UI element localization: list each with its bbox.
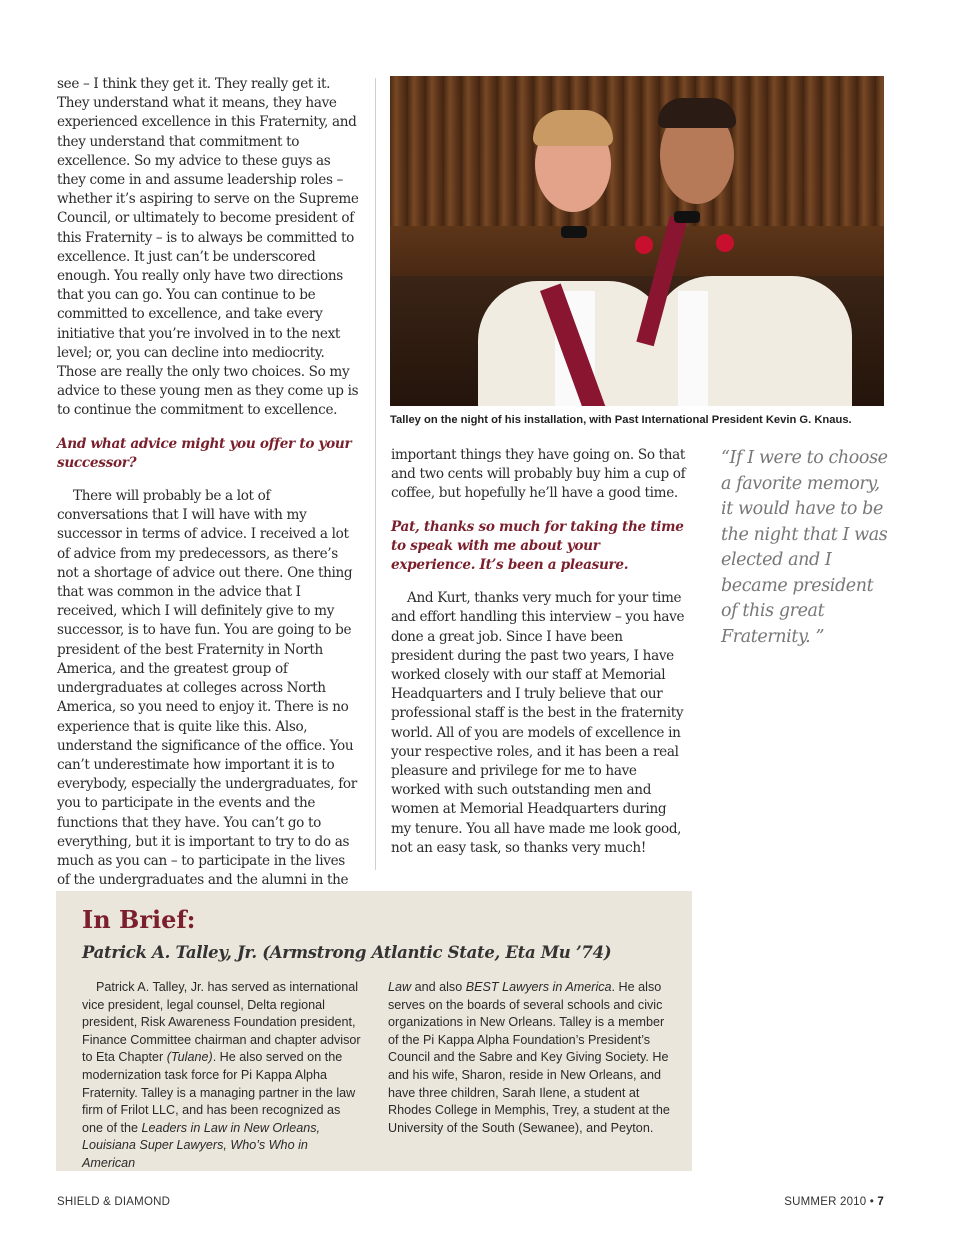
photo-talley-installation [390, 76, 884, 406]
article-column-2 [391, 446, 687, 858]
in-brief-subtitle: Patrick A. Talley, Jr. (Armstrong Atlantic State, Eta Mu ’74) [82, 943, 612, 962]
column-divider [375, 78, 376, 870]
body-paragraph: There will probably be a lot of conversations that I will have with my successor in terms of advice. I received a lot of advice from my predecessors, as there’s not a shortage of advice out there. One thing that was common in the advice that I received, which I will definitely give to my successor, is to have fun. You are going to be president of the best Fraternity in North America, and the greatest group of undergraduates at colleges across North America, so you need to enjoy it. There is no experience that is quite like this. Also, understand the significance of the office. You can’t underestimate how important it is to everybody, especially the undergraduates, for you to participate in the events and the functions that they have. You can’t go to everything, but it is important to try to do as much as you can – to participate in the lives of the undergraduates and the alumni in the [57, 488, 357, 889]
pull-quote: “If I were to choose a favorite memory, it would have to be the night that I was elected and I became president of this great Fraternity. ” [721, 448, 888, 647]
photo-caption: Talley on the night of his installation, with Past International President Kevin G. Knaus. [390, 414, 852, 426]
body-paragraph: see – I think they get it. They really get it. They understand what it means, they have experienced excellence in this Fraternity, and they understand that commitment to excellence. So my advice to these guys as they come in and assume leadership roles – whether it’s aspiring to serve on the Supreme Council, or ultimately to become president of this Fraternity – is to always be committed to excellence. It just can’t be underscored enough. You really only have two directions that you can go. You can continue to be committed to excellence, and take every initiative that you’re involved in to the next level; or, you can decline into mediocrity. Those are really the only two choices. So my advice to these young men as they come up is to continue the commitment to excellence. [57, 76, 359, 419]
page-number: 7 [877, 1196, 884, 1208]
body-paragraph: important things they have going on. So that and two cents will probably buy him a cup of coffee, but hopefully he’ll have a good time. [391, 447, 686, 502]
in-brief-title: In Brief: [82, 905, 196, 934]
article-column-1 [57, 75, 359, 890]
in-brief-box [56, 891, 692, 1171]
interview-question: And what advice might you offer to your successor? [57, 435, 352, 471]
interview-question: Pat, thanks so much for taking the time to speak with me about your experience. It’s been a pleasure. [391, 518, 684, 574]
body-paragraph: And Kurt, thanks very much for your time and effort handling this interview – you have done a great job. Since I have been president during the past two years, I have worked closely with our staff at Memorial Headquarters and I truly believe that our professional staff is the best in the fraternity world. All of you are models of excellence in your respective roles, and it has been a real pleasure and privilege for me to have worked with such outstanding men and women at Memorial Headquarters during my tenure. You all have made me look good, not an easy task, so thanks very much! [391, 590, 685, 856]
in-brief-text-right: Law and also BEST Lawyers in America. He also serves on the boards of several schools and civic organizations in New Orleans. Talley is a member of the Pi Kappa Alpha Foundation’s President’s Council and the Sabre and Key Giving Society. He and his wife, Sharon, reside in New Orleans, and have three children, Sarah Ilene, a student at Rhodes College in Memphis, Trey, a student at the University of the South (Sewanee), and Peyton. [388, 980, 670, 1135]
in-brief-text-left: Patrick A. Talley, Jr. has served as international vice president, legal counsel, Delta regional president, Risk Awareness Foundation president, Finance Committee chairman and chapter advisor to Eta Chapter (Tulane). He also served on the modernization task force for Pi Kappa Alpha Fraternity. Talley is a managing partner in the law firm of Frilot LLC, and has been recognized as one of the Leaders in Law in New Orleans, Louisiana Super Lawyers, Who’s Who in American [82, 980, 361, 1170]
curtain-background [390, 76, 884, 226]
footer-issue: SUMMER 2010 • 7 [784, 1196, 884, 1208]
footer-publication: SHIELD & DIAMOND [57, 1196, 171, 1208]
